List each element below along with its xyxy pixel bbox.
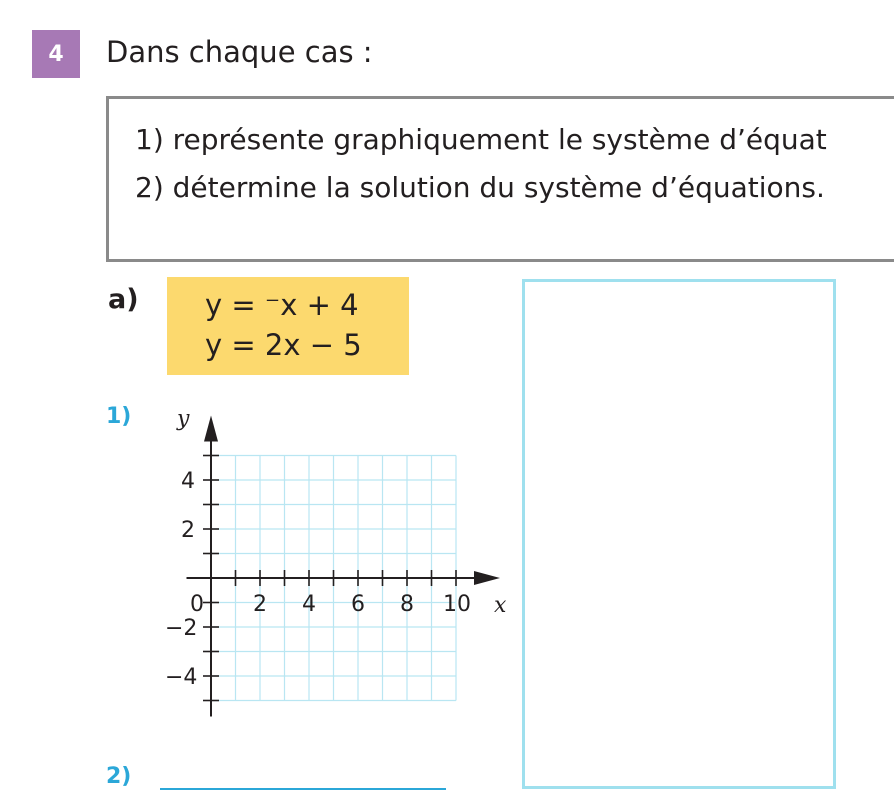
instruction-line-1: 1) représente graphiquement le système d’équat [135,123,827,156]
x-axis-arrow-icon [474,571,500,585]
x-axis-label: x [494,593,507,618]
equation-1: y = ⁻x + 4 [205,288,359,322]
y-tick-label-4: 4 [181,469,195,494]
instruction-line-2: 2) détermine la solution du système d’équations. [135,171,825,204]
y-axis-label: y [177,406,190,432]
axes [187,416,501,717]
part-a-label: a) [108,284,139,315]
exercise-number: 4 [48,41,64,67]
y-axis-arrow-icon [204,416,218,442]
step-1-label: 1) [106,404,132,429]
exercise-heading: Dans chaque cas : [106,35,373,69]
answer-line[interactable] [160,788,446,790]
x-tick-label-8: 8 [400,592,414,617]
x-tick-label-6: 6 [351,592,365,617]
x-tick-label-10: 10 [443,592,471,617]
x-tick-label-0: 0 [190,592,204,617]
work-area-box[interactable] [522,279,836,789]
x-tick-label-2: 2 [253,592,267,617]
y-tick-label-neg4: −4 [165,665,198,690]
step-2-label: 2) [106,764,132,789]
y-tick-label-neg2: −2 [165,616,198,641]
x-tick-label-4: 4 [302,592,316,617]
equation-2: y = 2x − 5 [205,328,362,362]
y-tick-label-2: 2 [181,518,195,543]
